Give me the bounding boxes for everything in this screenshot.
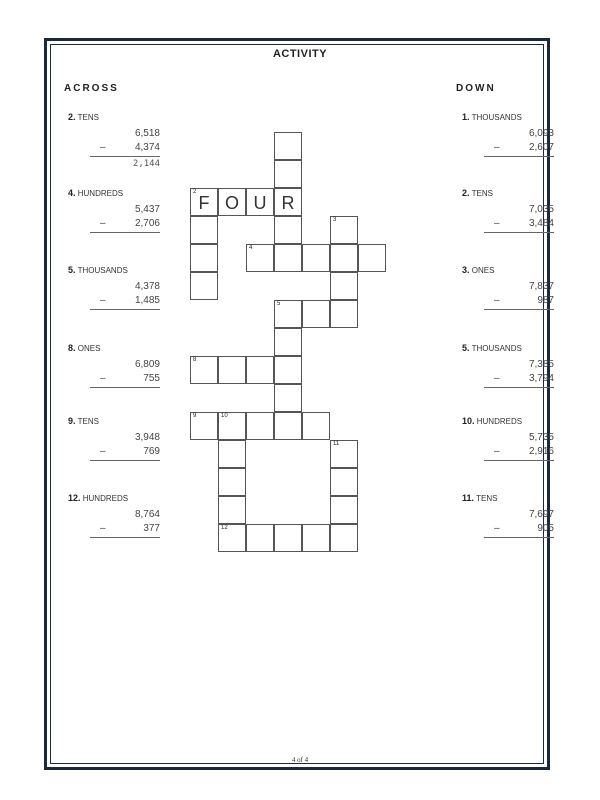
grid-cell[interactable] bbox=[274, 216, 302, 244]
grid-cell[interactable] bbox=[190, 188, 218, 216]
subtrahend: 755 bbox=[143, 373, 160, 384]
minus-sign: – bbox=[494, 295, 500, 306]
handwritten-answer bbox=[90, 233, 160, 247]
subtraction-problem bbox=[484, 431, 554, 475]
clue-label bbox=[462, 416, 552, 426]
clue-number: 5. bbox=[68, 265, 76, 275]
clue-number: 11. bbox=[462, 493, 475, 503]
handwritten-answer bbox=[90, 310, 160, 324]
minuend: 6,809 bbox=[134, 359, 160, 370]
grid-cell[interactable] bbox=[274, 244, 302, 272]
minus-sign: – bbox=[100, 218, 106, 229]
handwritten-answer: 2,144 bbox=[132, 159, 160, 169]
minuend: 3,948 bbox=[134, 432, 160, 443]
clue-place: TENS bbox=[77, 113, 99, 122]
minuend: 4,378 bbox=[134, 281, 160, 292]
clue-number: 4. bbox=[68, 188, 76, 198]
cell-letter: F bbox=[198, 193, 210, 213]
grid-cell[interactable] bbox=[190, 272, 218, 300]
grid-cell[interactable] bbox=[330, 468, 358, 496]
minuend: 7,697 bbox=[528, 509, 554, 520]
subtraction-problem bbox=[484, 203, 554, 247]
grid-cell[interactable] bbox=[330, 272, 358, 300]
grid-cell[interactable] bbox=[218, 356, 246, 384]
clue-place: TENS bbox=[476, 494, 498, 503]
clue-number: 9. bbox=[68, 416, 76, 426]
subtrahend: 905 bbox=[537, 523, 554, 534]
clue-number: 5. bbox=[462, 343, 470, 353]
subtraction-problem bbox=[484, 127, 554, 171]
grid-cell[interactable] bbox=[190, 216, 218, 244]
grid-cell[interactable] bbox=[246, 412, 274, 440]
subtraction-problem bbox=[484, 358, 554, 402]
grid-cell[interactable] bbox=[218, 440, 246, 468]
cell-clue-number: 4 bbox=[249, 245, 253, 251]
grid-cell[interactable] bbox=[302, 412, 330, 440]
grid-cell[interactable] bbox=[330, 300, 358, 328]
grid-cell[interactable] bbox=[274, 328, 302, 356]
grid-cell[interactable] bbox=[274, 300, 302, 328]
clue-number: 2. bbox=[462, 188, 470, 198]
clue-label bbox=[68, 112, 158, 122]
cell-clue-number: 10 bbox=[221, 413, 228, 419]
minus-sign: – bbox=[494, 142, 500, 153]
grid-cell[interactable] bbox=[246, 188, 274, 216]
handwritten-answer bbox=[484, 310, 554, 324]
cell-clue-number: 9 bbox=[193, 413, 197, 419]
grid-cell[interactable] bbox=[274, 384, 302, 412]
grid-cell[interactable] bbox=[218, 188, 246, 216]
grid-cell[interactable] bbox=[218, 496, 246, 524]
clue-place: ONES bbox=[471, 266, 495, 275]
subtrahend: 2,916 bbox=[528, 446, 554, 457]
subtraction-problem bbox=[90, 508, 160, 552]
down-clue-3 bbox=[462, 343, 554, 384]
subtraction-problem bbox=[90, 127, 160, 171]
handwritten-answer bbox=[484, 233, 554, 247]
minus-sign: – bbox=[494, 446, 500, 457]
handwritten-answer bbox=[90, 461, 160, 475]
clue-label bbox=[68, 416, 158, 426]
grid-cell[interactable] bbox=[190, 244, 218, 272]
minuend: 7,385 bbox=[528, 359, 554, 370]
clue-number: 1. bbox=[462, 112, 470, 122]
clue-label bbox=[462, 493, 552, 503]
minus-sign: – bbox=[100, 523, 106, 534]
handwritten-answer bbox=[484, 157, 554, 171]
down-clue-0 bbox=[462, 112, 554, 153]
clue-label bbox=[68, 188, 158, 198]
grid-cell[interactable] bbox=[218, 524, 246, 552]
subtraction-problem bbox=[484, 280, 554, 324]
across-clue-1 bbox=[68, 188, 160, 229]
grid-cell[interactable] bbox=[330, 440, 358, 468]
subtraction-problem bbox=[90, 431, 160, 475]
minuend: 6,518 bbox=[134, 128, 160, 139]
grid-cell[interactable] bbox=[190, 356, 218, 384]
grid-cell[interactable] bbox=[246, 356, 274, 384]
minus-sign: – bbox=[494, 373, 500, 384]
subtrahend: 769 bbox=[143, 446, 160, 457]
across-clue-5 bbox=[68, 493, 160, 534]
subtrahend: 987 bbox=[537, 295, 554, 306]
clue-number: 8. bbox=[68, 343, 76, 353]
grid-cell[interactable] bbox=[330, 244, 358, 272]
cell-clue-number: 11 bbox=[333, 441, 340, 447]
clue-place: HUNDREDS bbox=[77, 189, 124, 198]
across-heading: ACROSS bbox=[64, 83, 119, 94]
handwritten-answer bbox=[484, 538, 554, 552]
clue-label bbox=[68, 343, 158, 353]
cell-clue-number: 5 bbox=[277, 301, 281, 307]
cell-letter: R bbox=[281, 193, 295, 213]
across-clue-4 bbox=[68, 416, 160, 457]
grid-cell[interactable] bbox=[274, 524, 302, 552]
subtraction-problem bbox=[90, 358, 160, 402]
minus-sign: – bbox=[100, 142, 106, 153]
subtraction-problem bbox=[90, 203, 160, 247]
grid-cell[interactable] bbox=[246, 244, 274, 272]
clue-label bbox=[462, 112, 552, 122]
handwritten-answer bbox=[90, 538, 160, 552]
cell-clue-number: 8 bbox=[193, 357, 197, 363]
subtraction-problem bbox=[484, 508, 554, 552]
grid-cell[interactable] bbox=[274, 356, 302, 384]
clue-number: 10. bbox=[462, 416, 475, 426]
minus-sign: – bbox=[100, 373, 106, 384]
clue-place: TENS bbox=[77, 417, 99, 426]
subtrahend: 2,607 bbox=[528, 142, 554, 153]
grid-cell[interactable] bbox=[302, 300, 330, 328]
minus-sign: – bbox=[494, 523, 500, 534]
clue-place: ONES bbox=[77, 344, 101, 353]
across-clue-2 bbox=[68, 265, 160, 306]
minuend: 6,093 bbox=[528, 128, 554, 139]
grid-cell[interactable] bbox=[330, 216, 358, 244]
clue-label bbox=[462, 265, 552, 275]
clue-place: HUNDREDS bbox=[476, 417, 523, 426]
minuend: 7,035 bbox=[528, 204, 554, 215]
down-clue-4 bbox=[462, 416, 554, 457]
grid-cell[interactable] bbox=[218, 412, 246, 440]
clue-place: HUNDREDS bbox=[82, 494, 129, 503]
clue-place: THOUSANDS bbox=[471, 113, 522, 122]
handwritten-answer bbox=[484, 388, 554, 402]
down-clue-5 bbox=[462, 493, 554, 534]
across-clue-3 bbox=[68, 343, 160, 384]
clue-place: TENS bbox=[471, 189, 493, 198]
minuend: 5,437 bbox=[134, 204, 160, 215]
down-clue-2 bbox=[462, 265, 554, 306]
across-clue-0 bbox=[68, 112, 160, 169]
minuend: 7,837 bbox=[528, 281, 554, 292]
cell-letter: O bbox=[224, 193, 239, 213]
grid-cell[interactable] bbox=[246, 524, 274, 552]
grid-cell[interactable] bbox=[218, 468, 246, 496]
cell-letter: U bbox=[253, 193, 267, 213]
cell-clue-number: 12 bbox=[221, 525, 228, 531]
clue-label bbox=[462, 343, 552, 353]
clue-place: THOUSANDS bbox=[471, 344, 522, 353]
clue-label bbox=[462, 188, 552, 198]
grid-cell[interactable] bbox=[274, 412, 302, 440]
minus-sign: – bbox=[494, 218, 500, 229]
clue-label bbox=[68, 493, 158, 503]
subtrahend: 3,794 bbox=[528, 373, 554, 384]
handwritten-answer bbox=[90, 388, 160, 402]
clue-label bbox=[68, 265, 158, 275]
subtraction-problem bbox=[90, 280, 160, 324]
grid-cell[interactable] bbox=[190, 412, 218, 440]
grid-cell[interactable] bbox=[358, 244, 386, 272]
clue-place: THOUSANDS bbox=[77, 266, 128, 275]
grid-cell[interactable] bbox=[274, 160, 302, 188]
subtrahend: 3,484 bbox=[528, 218, 554, 229]
grid-cell[interactable] bbox=[330, 524, 358, 552]
subtrahend: 4,374 bbox=[134, 142, 160, 153]
clue-number: 3. bbox=[462, 265, 470, 275]
grid-cell[interactable] bbox=[274, 132, 302, 160]
clue-number: 2. bbox=[68, 112, 76, 122]
subtrahend: 377 bbox=[143, 523, 160, 534]
down-clue-1 bbox=[462, 188, 554, 229]
minus-sign: – bbox=[100, 446, 106, 457]
grid-cell[interactable] bbox=[274, 188, 302, 216]
cell-clue-number: 2 bbox=[193, 189, 197, 195]
subtrahend: 1,485 bbox=[134, 295, 160, 306]
clue-number: 12. bbox=[68, 493, 81, 503]
minus-sign: – bbox=[100, 295, 106, 306]
grid-cell[interactable] bbox=[302, 244, 330, 272]
minuend: 5,735 bbox=[528, 432, 554, 443]
handwritten-answer bbox=[484, 461, 554, 475]
cell-clue-number: 3 bbox=[333, 217, 337, 223]
grid-cell[interactable] bbox=[330, 496, 358, 524]
down-heading: DOWN bbox=[456, 83, 496, 94]
subtrahend: 2,706 bbox=[134, 218, 160, 229]
grid-cell[interactable] bbox=[302, 524, 330, 552]
page-number: 4 of 4 bbox=[291, 756, 309, 764]
page-title: ACTIVITY bbox=[272, 48, 328, 60]
minuend: 8,764 bbox=[134, 509, 160, 520]
